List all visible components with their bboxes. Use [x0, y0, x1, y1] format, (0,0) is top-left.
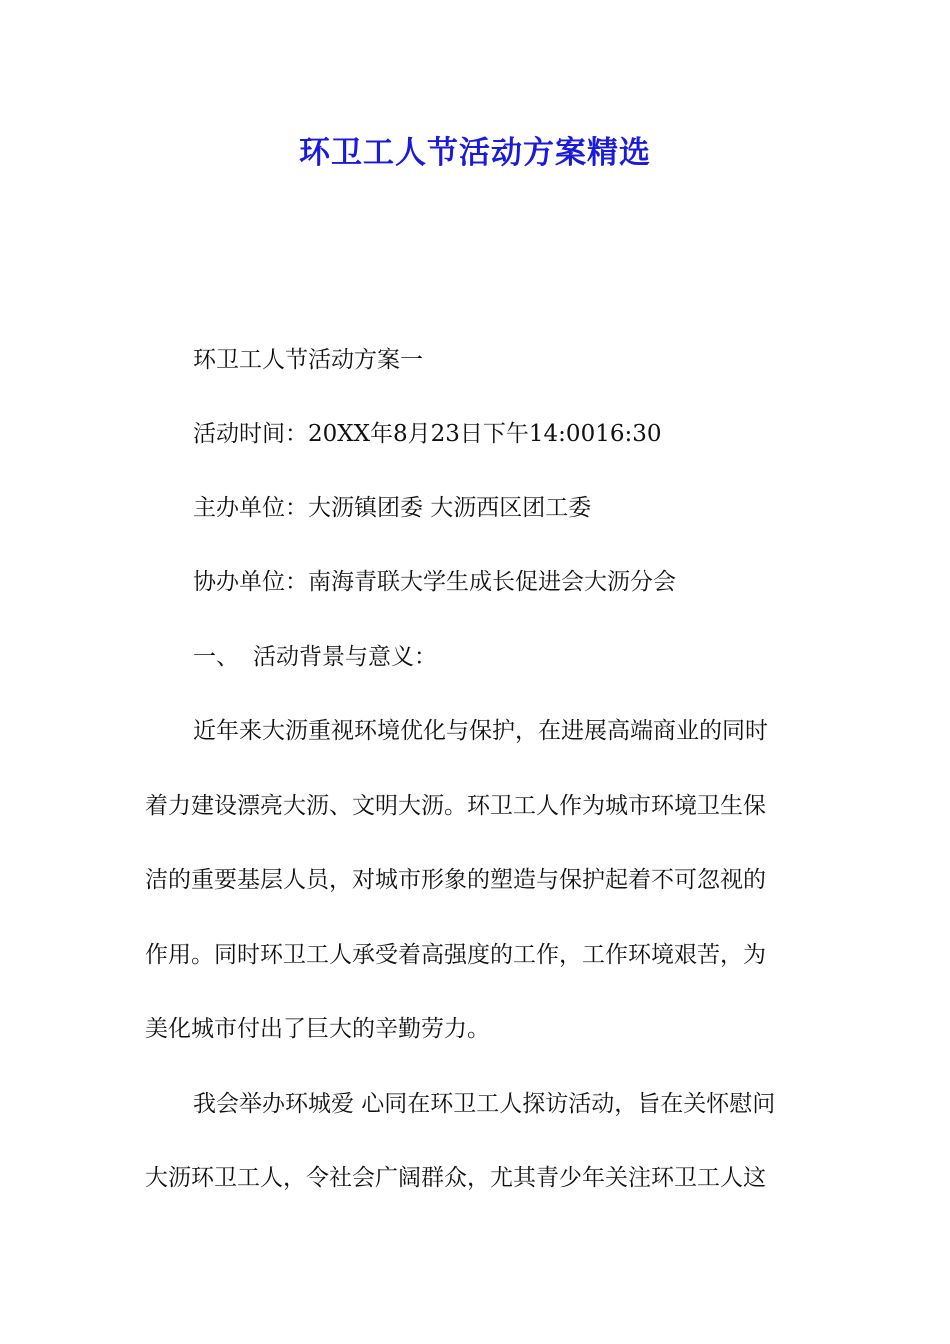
section-heading — [193, 637, 437, 677]
paragraph-line: 我会举办环城爱 心同在环卫工人探访活动，旨在关怀慰问 — [193, 1091, 776, 1117]
paragraph-line: 作用。同时环卫工人承受着高强度的工作，工作环境艰苦，为 — [145, 942, 766, 968]
paragraph-line: 大沥环卫工人，令社会广阔群众，尤其青少年关注环卫工人这 — [145, 1165, 766, 1191]
paragraph-line: 近年来大沥重视环境优化与保护，在进展高端商业的同时 — [193, 718, 768, 744]
paragraph-line: 着力建设漂亮大沥、文明大沥。环卫工人作为城市环境卫生保 — [145, 793, 766, 819]
organizer-line: 主办单位：大沥镇团委 大沥西区团工委 — [193, 495, 592, 521]
section-heading-text: 活动背景与意义： — [253, 644, 437, 670]
plan-subtitle: 环卫工人节活动方案一 — [193, 347, 423, 373]
paragraph-line: 洁的重要基层人员，对城市形象的塑造与保护起着不可忽视的 — [145, 867, 766, 893]
paragraph-line: 美化城市付出了巨大的辛勤劳力。 — [145, 1016, 490, 1042]
section-number: 一、 — [193, 644, 239, 670]
document-title: 环卫工人节活动方案精选 — [299, 135, 651, 171]
activity-time-line: 活动时间：20XX年8月23日下午14:0016:30 — [193, 421, 662, 447]
co-organizer-line: 协办单位：南海青联大学生成长促进会大沥分会 — [193, 569, 676, 595]
